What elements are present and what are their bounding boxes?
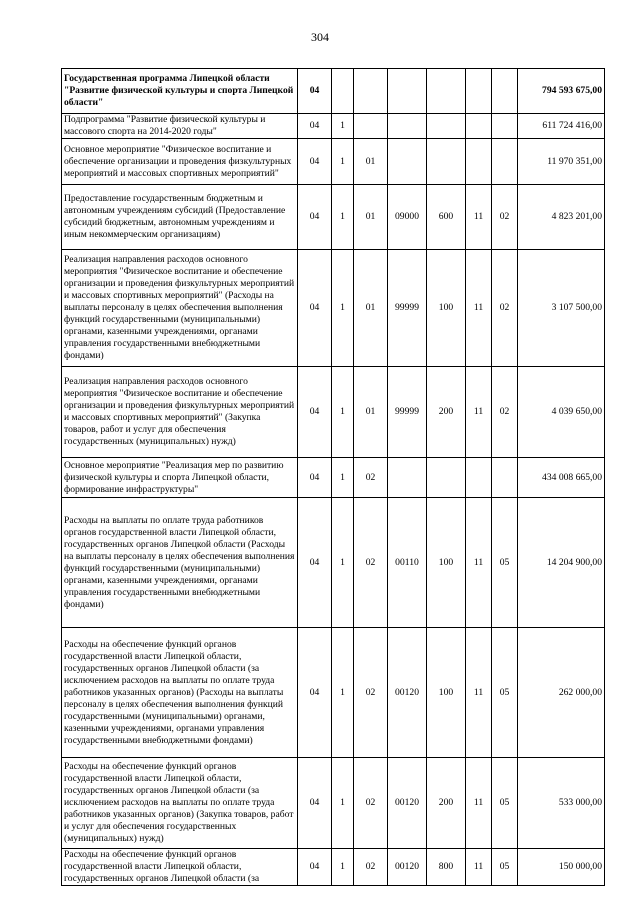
expense-type-code: 600	[427, 185, 466, 250]
amount: 611 724 416,00	[518, 114, 605, 139]
row-name: Расходы на выплаты по оплате труда работников органов государственной власти Липецкой области, государственных органов Липецкой области (Расходы на выплаты персоналу в целях обеспечения выполнения функций государственными (муниципальными) органами, казенными учреждениями, органами управления государственными внебюджетными фондами)	[62, 498, 298, 628]
table-row	[62, 114, 605, 139]
amount: 262 000,00	[518, 628, 605, 758]
subprogram-code: 02	[354, 458, 388, 498]
program-code: 1	[332, 185, 354, 250]
program-code: 1	[332, 139, 354, 185]
ministry-code: 04	[298, 250, 332, 367]
subsection-code: 05	[492, 498, 518, 628]
table-row	[62, 758, 605, 849]
ministry-code: 04	[298, 628, 332, 758]
section-code	[466, 139, 492, 185]
program-code: 1	[332, 250, 354, 367]
program-code: 1	[332, 849, 354, 886]
ministry-code: 04	[298, 498, 332, 628]
expense-type-code	[427, 458, 466, 498]
row-name: Государственная программа Липецкой области "Развитие физической культуры и спорта Липецкой области"	[62, 69, 298, 114]
direction-code	[388, 458, 427, 498]
table-row	[62, 367, 605, 458]
subsection-code: 02	[492, 185, 518, 250]
amount: 3 107 500,00	[518, 250, 605, 367]
expense-type-code	[427, 69, 466, 114]
subsection-code	[492, 69, 518, 114]
subprogram-code: 01	[354, 185, 388, 250]
subprogram-code	[354, 114, 388, 139]
subprogram-code	[354, 69, 388, 114]
subsection-code	[492, 114, 518, 139]
section-code: 11	[466, 628, 492, 758]
ministry-code: 04	[298, 458, 332, 498]
amount: 4 039 650,00	[518, 367, 605, 458]
expense-type-code: 200	[427, 367, 466, 458]
section-code	[466, 458, 492, 498]
amount: 533 000,00	[518, 758, 605, 849]
row-name: Подпрограмма "Развитие физической культуры и массового спорта на 2014-2020 годы"	[62, 114, 298, 139]
table-row	[62, 849, 605, 886]
ministry-code: 04	[298, 69, 332, 114]
subsection-code: 05	[492, 628, 518, 758]
direction-code	[388, 139, 427, 185]
table-row	[62, 185, 605, 250]
ministry-code: 04	[298, 849, 332, 886]
subprogram-code: 01	[354, 250, 388, 367]
program-code: 1	[332, 114, 354, 139]
subprogram-code: 01	[354, 367, 388, 458]
page-number: 304	[311, 30, 329, 44]
subsection-code: 05	[492, 758, 518, 849]
direction-code: 00110	[388, 498, 427, 628]
section-code: 11	[466, 185, 492, 250]
direction-code: 00120	[388, 628, 427, 758]
table-row	[62, 628, 605, 758]
subsection-code: 02	[492, 250, 518, 367]
expense-type-code: 200	[427, 758, 466, 849]
program-code: 1	[332, 758, 354, 849]
program-code: 1	[332, 367, 354, 458]
amount: 14 204 900,00	[518, 498, 605, 628]
direction-code: 00120	[388, 758, 427, 849]
direction-code	[388, 114, 427, 139]
subprogram-code: 02	[354, 849, 388, 886]
subsection-code	[492, 139, 518, 185]
expense-type-code: 100	[427, 250, 466, 367]
row-name: Основное мероприятие "Физическое воспитание и обеспечение организации и проведения физкультурных мероприятий и массовых спортивных мероприятий"	[62, 139, 298, 185]
row-name: Предоставление государственным бюджетным и автономным учреждениям субсидий (Предоставление субсидий бюджетным, автономным учреждениям и иным некоммерческим организациям)	[62, 185, 298, 250]
amount: 150 000,00	[518, 849, 605, 886]
row-name: Расходы на обеспечение функций органов государственной власти Липецкой области, государственных органов Липецкой области (за	[62, 849, 298, 886]
ministry-code: 04	[298, 367, 332, 458]
table-row	[62, 139, 605, 185]
section-code	[466, 69, 492, 114]
row-name: Расходы на обеспечение функций органов государственной власти Липецкой области, государственных органов Липецкой области (за исключением расходов на выплаты по оплате труда работников указанных органов) (Закупка товаров, работ и услуг для обеспечения государственных (муниципальных) нужд)	[62, 758, 298, 849]
ministry-code: 04	[298, 114, 332, 139]
program-code: 1	[332, 498, 354, 628]
row-name: Реализация направления расходов основного мероприятия "Физическое воспитание и обеспечение организации и проведения физкультурных мероприятий и массовых спортивных мероприятий" (Закупка товаров, работ и услуг для обеспечения государственных (муниципальных) нужд)	[62, 367, 298, 458]
direction-code: 99999	[388, 250, 427, 367]
program-code: 1	[332, 628, 354, 758]
amount: 434 008 665,00	[518, 458, 605, 498]
amount: 794 593 675,00	[518, 69, 605, 114]
subprogram-code: 01	[354, 139, 388, 185]
ministry-code: 04	[298, 139, 332, 185]
expense-type-code: 800	[427, 849, 466, 886]
subsection-code: 02	[492, 367, 518, 458]
table-row	[62, 458, 605, 498]
section-code: 11	[466, 367, 492, 458]
section-code	[466, 114, 492, 139]
row-name: Реализация направления расходов основного мероприятия "Физическое воспитание и обеспечение организации и проведения физкультурных мероприятий и массовых спортивных мероприятий" (Расходы на выплаты персоналу в целях обеспечения выполнения функций государственными (муниципальными) органами, казенными учреждениями, органами управления государственными внебюджетными фондами)	[62, 250, 298, 367]
table-row	[62, 250, 605, 367]
ministry-code: 04	[298, 185, 332, 250]
row-name: Расходы на обеспечение функций органов государственной власти Липецкой области, государственных органов Липецкой области (за исключением расходов на выплаты по оплате труда работников указанных органов) (Расходы на выплаты персоналу в целях обеспечения выполнения функций государственными (муниципальными) органами, казенными учреждениями, органами управления государственными внебюджетными фондами)	[62, 628, 298, 758]
section-code: 11	[466, 758, 492, 849]
amount: 11 970 351,00	[518, 139, 605, 185]
budget-table	[61, 68, 605, 886]
table-row	[62, 69, 605, 114]
section-code: 11	[466, 498, 492, 628]
subsection-code: 05	[492, 849, 518, 886]
table-row	[62, 498, 605, 628]
subprogram-code: 02	[354, 498, 388, 628]
expense-type-code	[427, 139, 466, 185]
row-name: Основное мероприятие "Реализация мер по развитию физической культуры и спорта Липецкой области, формирование инфраструктуры"	[62, 458, 298, 498]
expense-type-code	[427, 114, 466, 139]
direction-code: 99999	[388, 367, 427, 458]
direction-code: 09000	[388, 185, 427, 250]
program-code	[332, 69, 354, 114]
direction-code	[388, 69, 427, 114]
subprogram-code: 02	[354, 628, 388, 758]
program-code: 1	[332, 458, 354, 498]
subsection-code	[492, 458, 518, 498]
amount: 4 823 201,00	[518, 185, 605, 250]
expense-type-code: 100	[427, 498, 466, 628]
ministry-code: 04	[298, 758, 332, 849]
subprogram-code: 02	[354, 758, 388, 849]
section-code: 11	[466, 250, 492, 367]
expense-type-code: 100	[427, 628, 466, 758]
section-code: 11	[466, 849, 492, 886]
direction-code: 00120	[388, 849, 427, 886]
